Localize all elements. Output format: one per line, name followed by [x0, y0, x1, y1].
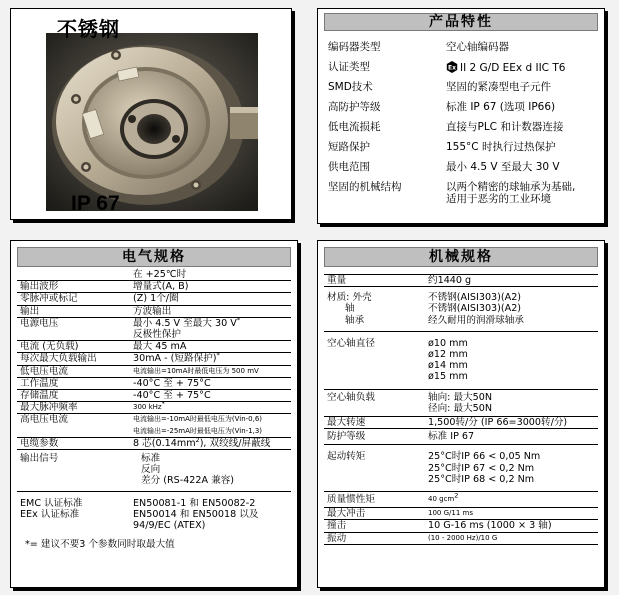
spec-value-text: 25°C时IP 66 < 0,05 Nm — [428, 451, 541, 463]
feature-row — [328, 101, 598, 121]
spec-value-line — [428, 371, 598, 382]
spec-label — [17, 498, 133, 532]
spec-label-line: 低电压电流 — [20, 365, 68, 377]
electrical-spec-row — [17, 353, 291, 365]
spec-label-line: 轴 — [345, 303, 355, 315]
spec-value-line — [133, 426, 291, 437]
spec-value-line — [428, 417, 598, 428]
feature-label: 坚固的机械结构 — [328, 181, 402, 193]
spec-value — [428, 417, 598, 428]
spec-value-text: 轴向: 最大50N — [428, 391, 493, 403]
mechanical-spec-row — [324, 287, 598, 332]
spec-value — [428, 275, 598, 286]
spec-value-line — [133, 399, 291, 413]
spec-value — [428, 520, 598, 531]
spec-value-text: EN50081-1 和 EN50082-2 — [133, 497, 256, 509]
spec-value-line — [428, 303, 598, 314]
superscript: * — [161, 399, 165, 408]
spec-value-text: 约1440 g — [428, 275, 472, 286]
spec-value-text: 1,500转/分 (IP 66=3000转/分) — [428, 417, 568, 429]
spec-value-line — [133, 509, 291, 520]
spec-value-line — [428, 349, 598, 360]
electrical-spec-row — [17, 492, 291, 532]
svg-text:Ex: Ex — [448, 64, 456, 72]
spec-label-line: 存储温度 — [20, 390, 59, 402]
spec-value-line — [133, 306, 291, 317]
ex-hexagon-icon — [446, 61, 458, 73]
mechanical-spec-row — [324, 332, 598, 390]
spec-value-line — [428, 315, 598, 326]
spec-label — [17, 306, 133, 317]
mechanical-spec-row — [324, 429, 598, 445]
feature-value-line: 适用于恶劣的工业环境 — [446, 193, 551, 205]
spec-label — [324, 520, 428, 531]
mechanical-spec-row — [324, 417, 598, 429]
spec-value — [428, 491, 598, 505]
spec-value-line — [428, 338, 598, 349]
spec-label-line: 材质: 外壳 — [327, 292, 372, 304]
spec-value-line — [428, 451, 598, 462]
spec-value-text: 300 kHz — [133, 403, 162, 412]
spec-label-line: EEx 认证标准 — [20, 508, 80, 520]
electrical-spec-row — [17, 306, 291, 318]
superscript: * — [236, 315, 241, 324]
spec-value-text: 25°C时IP 67 < 0,2 Nm — [428, 462, 535, 474]
spec-label — [324, 533, 428, 544]
spec-value-text: 40 gcm — [428, 495, 455, 504]
electrical-spec-table — [17, 269, 291, 550]
spec-value-line — [428, 275, 598, 286]
spec-value — [133, 353, 291, 364]
spec-value-line — [133, 435, 291, 449]
spec-label — [324, 417, 428, 428]
spec-value — [428, 451, 598, 485]
spec-label-line: 空心轴负载 — [327, 391, 375, 403]
spec-value — [133, 498, 291, 532]
spec-value-line — [133, 475, 291, 486]
spec-value-line — [428, 392, 598, 403]
spec-value-text: 差分 (RS-422A 兼容) — [141, 475, 235, 487]
spec-value-text: 标准 — [141, 453, 161, 465]
spec-value — [428, 533, 598, 544]
spec-value-line — [133, 353, 291, 364]
spec-value-text: 电流输出=10mA时最低电压为 500 mV — [133, 366, 259, 375]
mechanical-spec-row — [324, 445, 598, 492]
spec-label-line: 高电压电流 — [20, 414, 68, 426]
feature-row — [328, 161, 598, 181]
spec-label-line: 起动转矩 — [327, 451, 366, 463]
spec-label — [17, 353, 133, 364]
feature-value: 155°C 时执行过热保护 — [446, 141, 556, 153]
spec-value-line — [428, 360, 598, 371]
feature-row — [328, 61, 598, 81]
electrical-spec-row — [17, 435, 291, 450]
spec-label-line: 工作温度 — [20, 377, 59, 389]
spec-value-text: 最大 45 mA — [133, 341, 187, 353]
spec-value — [133, 399, 291, 413]
spec-value-line — [428, 491, 598, 505]
spec-label — [17, 414, 133, 436]
spec-value-line — [428, 474, 598, 485]
feature-label: 认证类型 — [328, 61, 370, 73]
spec-value-text: 反向 — [141, 464, 161, 476]
mechanical-title: 机械规格 — [324, 247, 598, 267]
spec-value-text: 100 G/11 ms — [428, 509, 473, 518]
spec-label-line: 最大脉冲频率 — [20, 402, 78, 414]
spec-value-line — [428, 463, 598, 474]
electrical-spec-row — [17, 450, 291, 492]
spec-label-line: 电缆参数 — [20, 437, 59, 449]
spec-value — [133, 435, 291, 449]
electrical-spec-row — [17, 281, 291, 293]
spec-value-line — [133, 390, 291, 401]
spec-value-text: 最小 4.5 V 至最大 30 V — [133, 317, 237, 329]
features-title: 产品特性 — [324, 13, 598, 31]
spec-value-text: 方波输出 — [133, 305, 172, 317]
spec-label-line: 零脉冲或标记 — [20, 293, 78, 305]
feature-value: 空心轴编码器 — [446, 41, 509, 53]
spec-value-line — [133, 414, 291, 425]
feature-row — [328, 41, 598, 61]
superscript: * — [216, 351, 220, 360]
spec-value-text: ø15 mm — [428, 371, 468, 383]
spec-label — [17, 402, 133, 413]
spec-value-line — [428, 508, 598, 519]
spec-label-line: 质量惯性矩 — [327, 494, 375, 506]
feature-row — [328, 121, 598, 141]
spec-label-line: 电流 (无负载) — [20, 341, 79, 353]
spec-value-text: (Z) 1个/圈 — [133, 293, 179, 305]
features-panel — [317, 8, 605, 224]
spec-value-line — [428, 533, 598, 544]
feature-label: 短路保护 — [328, 141, 370, 153]
electrical-spec-row — [17, 399, 291, 414]
spec-value — [133, 414, 291, 436]
spec-value-line — [133, 520, 291, 531]
spec-value — [133, 315, 291, 341]
spec-value-line — [133, 378, 291, 389]
feature-value: 直接与PLC 和计数器连接 — [446, 121, 564, 133]
spec-label — [324, 431, 428, 442]
spec-value-text: 10 G-16 ms (1000 × 3 轴) — [428, 520, 552, 532]
spec-label — [17, 438, 133, 449]
feature-row — [328, 141, 598, 161]
mechanical-spec-row — [324, 390, 598, 417]
spec-value-text: 经久耐用的润滑球轴承 — [428, 314, 524, 326]
feature-label: 供电范围 — [328, 161, 370, 173]
spec-value — [428, 338, 598, 383]
spec-label — [324, 275, 428, 286]
spec-value-text: ø12 mm — [428, 349, 468, 361]
spec-label-line: 振动 — [327, 532, 347, 544]
spec-label — [324, 392, 428, 414]
spec-value-part: ), 双绞线/屏蔽线 — [199, 437, 271, 449]
spec-label — [17, 378, 133, 389]
spec-value-text: 25°C时IP 68 < 0,2 Nm — [428, 473, 535, 485]
spec-value-text: -40°C 至 + 75°C — [133, 377, 211, 389]
feature-value: 最小 4.5 V 至最大 30 V — [446, 161, 560, 173]
footnote: *= 建议不要3 个参数同时取最大值 — [25, 539, 175, 551]
spec-label — [324, 494, 428, 505]
spec-value-line — [428, 431, 598, 442]
spec-label-line: 防护等级 — [327, 431, 366, 443]
electrical-spec-row — [17, 390, 291, 402]
condition-row — [17, 269, 291, 281]
spec-label-line: 输出 — [20, 305, 40, 317]
spec-value-text: 径向: 最大50N — [428, 402, 493, 414]
spec-label-line: 输出信号 — [20, 453, 59, 465]
mechanical-spec-row — [324, 520, 598, 532]
spec-label — [17, 318, 133, 340]
spec-label-line: 最大冲击 — [327, 508, 366, 520]
mechanical-spec-row — [324, 492, 598, 508]
spec-label — [17, 281, 133, 292]
spec-value-text: 反极性保护 — [133, 329, 181, 341]
feature-value-text: II 2 G/D EEx d IIC T6 — [460, 62, 566, 74]
spec-value-text: 94/9/EC (ATEX) — [133, 520, 206, 532]
spec-value — [428, 508, 598, 519]
spec-label — [324, 508, 428, 519]
footnote-row — [17, 539, 291, 550]
spec-label — [17, 341, 133, 352]
material-title: 不锈钢 — [57, 17, 120, 41]
spec-value-text: EN50014 和 EN50018 以及 — [133, 508, 259, 520]
spec-value-line — [133, 453, 291, 464]
spec-value-text: ø10 mm — [428, 337, 468, 349]
feature-label: 低电流损耗 — [328, 121, 381, 133]
feature-row — [328, 181, 598, 209]
spec-value-line — [133, 498, 291, 509]
spec-label — [17, 453, 133, 487]
ip-rating-label: IP 67 — [71, 192, 120, 215]
electrical-spec-panel — [10, 240, 298, 588]
spec-label — [324, 338, 428, 383]
electrical-spec-row — [17, 341, 291, 353]
spec-value-line — [133, 366, 291, 377]
spec-value-line — [428, 520, 598, 531]
spec-value-line — [428, 292, 598, 303]
feature-value: 标准 IP 67 (选项 IP66) — [446, 101, 556, 113]
superscript: 2 — [195, 435, 200, 444]
spec-label — [17, 366, 133, 377]
spec-value-text: 电流输出=-25mA时最低电压为(Vin-1,3) — [133, 426, 263, 435]
spec-value-text: 电流输出=-10mA时最低电压为(Vin-0,6) — [133, 415, 263, 424]
feature-row — [328, 81, 598, 101]
spec-value-text: (10 - 2000 Hz)/10 G — [428, 533, 498, 542]
spec-value-text: 不锈钢(AISI303)(A2) — [428, 303, 522, 315]
spec-label-line: 重量 — [327, 275, 347, 286]
encoder-photo — [46, 33, 258, 211]
spec-value-line — [133, 293, 291, 304]
spec-value — [133, 293, 291, 304]
spec-label-line: 最大转速 — [327, 417, 366, 429]
feature-label: 高防护等级 — [328, 101, 381, 113]
features-list — [328, 41, 598, 209]
feature-label: 编码器类型 — [328, 41, 381, 53]
spec-label-line: 空心轴直径 — [327, 337, 375, 349]
electrical-spec-row — [17, 378, 291, 390]
electrical-spec-row — [17, 414, 291, 437]
spec-label — [17, 390, 133, 401]
spec-label-line: 输出波形 — [20, 281, 59, 293]
electrical-spec-row — [17, 293, 291, 305]
spec-value-text: 30mA - (短路保护) — [133, 353, 217, 365]
spec-value — [428, 392, 598, 414]
mechanical-spec-table — [324, 269, 598, 545]
mechanical-spec-row — [324, 508, 598, 520]
spec-value-line — [133, 341, 291, 352]
spec-label — [17, 293, 133, 304]
spec-value — [133, 366, 291, 377]
electrical-title: 电气规格 — [17, 247, 291, 267]
spec-value-text: -40°C 至 + 75°C — [133, 390, 211, 402]
spec-value-text: ø14 mm — [428, 360, 468, 372]
feature-value — [446, 181, 598, 205]
feature-label: SMD技术 — [328, 81, 373, 93]
spec-value — [428, 431, 598, 442]
spec-value — [133, 390, 291, 401]
spec-value-text: 不锈钢(AISI303)(A2) — [428, 292, 522, 304]
spec-value-part: 8 芯(0.14mm — [133, 437, 196, 449]
condition-text: 在 +25℃时 — [133, 269, 187, 280]
spec-value — [428, 292, 598, 326]
superscript: 2 — [454, 491, 459, 500]
feature-value: 坚固的紧凑型电子元件 — [446, 81, 551, 93]
spec-value-line — [133, 329, 291, 340]
spec-value-line — [133, 315, 291, 329]
spec-label-line: 撞击 — [327, 520, 347, 532]
spec-value-line — [133, 464, 291, 475]
mechanical-spec-panel — [317, 240, 605, 588]
spec-label — [324, 451, 428, 485]
spec-label-line: 轴承 — [345, 314, 365, 326]
spec-value — [133, 281, 291, 292]
spec-label-line: 电源电压 — [20, 317, 59, 329]
spec-value-line — [428, 403, 598, 414]
electrical-spec-row — [17, 315, 291, 341]
spec-value — [133, 453, 291, 487]
mechanical-spec-row — [324, 533, 598, 545]
spec-value — [133, 378, 291, 389]
spec-value-text: 增量式(A, B) — [133, 281, 189, 293]
spec-label-line: 每次最大负载输出 — [20, 353, 97, 365]
spec-value — [133, 341, 291, 352]
electrical-spec-row — [17, 366, 291, 378]
spec-value — [133, 306, 291, 317]
mechanical-spec-row — [324, 275, 598, 287]
spec-label — [324, 292, 428, 326]
feature-value — [446, 61, 598, 74]
spec-value-line — [133, 281, 291, 292]
product-photo-panel — [10, 8, 292, 220]
feature-value-line: 以两个精密的球轴承为基础, — [446, 181, 576, 193]
spec-value-text: 标准 IP 67 — [428, 431, 475, 443]
spec-label-line: EMC 认证标准 — [20, 497, 83, 509]
